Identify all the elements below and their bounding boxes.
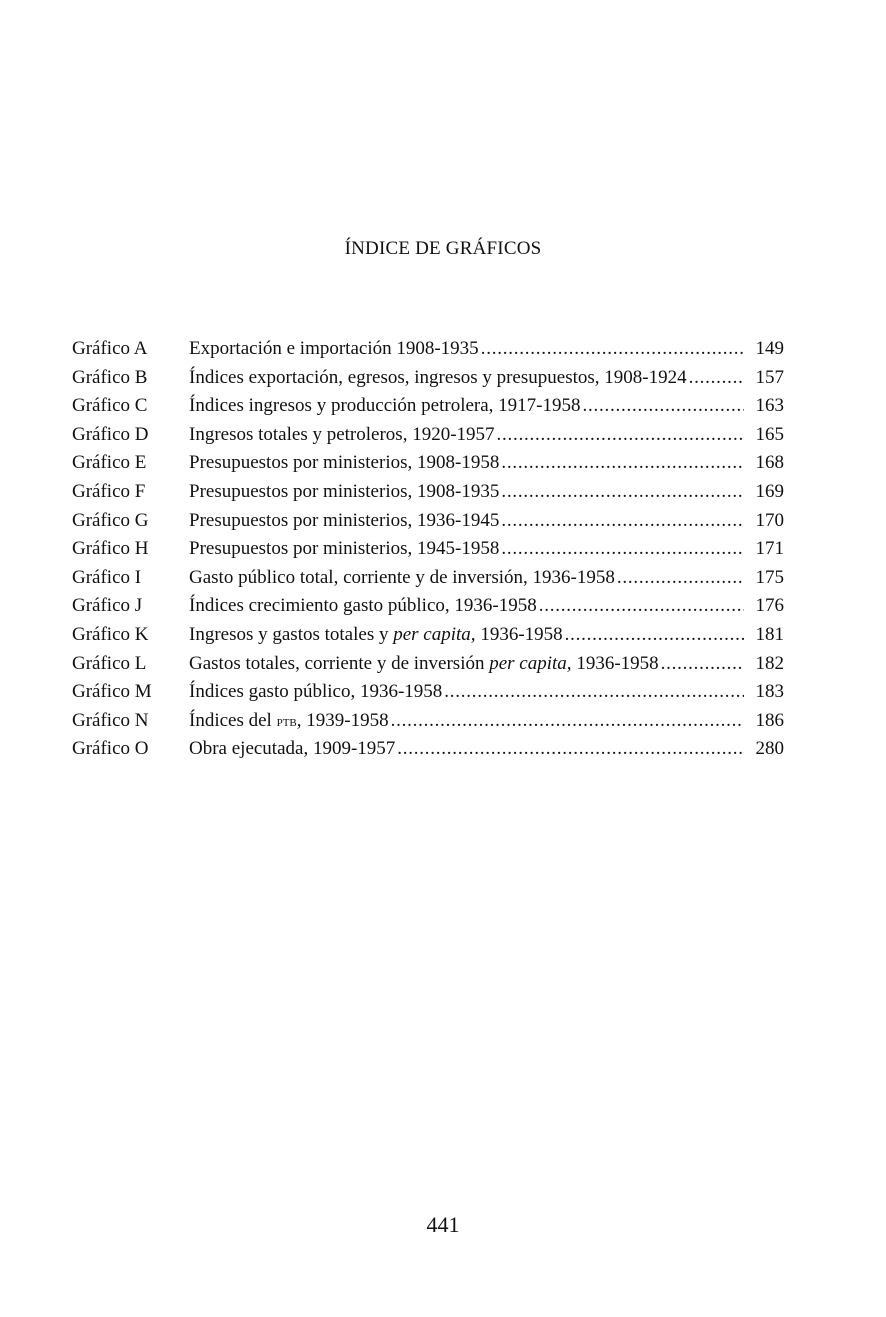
page-title: ÍNDICE DE GRÁFICOS: [344, 238, 542, 259]
toc-page: 175: [755, 566, 784, 588]
toc-page: 182: [755, 652, 784, 674]
toc-page: 149: [755, 338, 784, 359]
toc-page: 280: [755, 738, 784, 760]
toc-title: Índices gasto público, 1936-1958 . . .: [189, 678, 744, 707]
toc-title: Gastos totales, corriente y de inversión per capita, 1936-1958 . . .: [189, 650, 744, 679]
graphics-index-list: [72, 335, 784, 764]
toc-label: Gráfico M: [72, 681, 152, 703]
toc-page: 181: [755, 623, 784, 645]
toc-page: 163: [755, 395, 784, 417]
toc-title: Gasto público total, corriente y de inversión, 1936-1958 . . .: [189, 564, 744, 593]
toc-label: Gráfico F: [72, 480, 146, 502]
toc-page: 170: [755, 509, 784, 531]
toc-title: Presupuestos por ministerios, 1908-1958 . . .: [189, 449, 744, 478]
toc-row-g: [72, 507, 784, 536]
toc-title: Índices del ptb, 1939-1958 . . .: [189, 707, 744, 737]
toc-row-a: [72, 335, 784, 364]
toc-label: Gráfico C: [72, 395, 148, 417]
toc-label: Gráfico G: [72, 509, 149, 531]
toc-label: Gráfico B: [72, 366, 148, 388]
toc-label: Gráfico I: [72, 566, 142, 588]
toc-page: 176: [755, 595, 784, 617]
toc-row-f: [72, 478, 784, 507]
toc-label: Gráfico J: [72, 595, 143, 617]
page-number: 441: [426, 1212, 460, 1237]
toc-label: Gráfico D: [72, 423, 149, 445]
toc-row-d: [72, 421, 784, 450]
toc-page: 168: [755, 452, 784, 474]
toc-row-m: [72, 678, 784, 707]
toc-label: Gráfico O: [72, 738, 149, 760]
toc-row-h: [72, 535, 784, 564]
toc-label: Gráfico E: [72, 452, 147, 474]
toc-label: Gráfico K: [72, 623, 149, 645]
toc-row-b: [72, 364, 784, 393]
toc-page: 169: [755, 480, 784, 502]
toc-title: Exportación e importación 1908-1935 . . .: [189, 335, 744, 364]
toc-page: 157: [755, 366, 784, 388]
toc-label: Gráfico H: [72, 538, 149, 560]
toc-title: Ingresos y gastos totales y per capita, 1936-1958 . . .: [189, 621, 744, 650]
toc-page: 183: [755, 681, 784, 703]
toc-row-e: [72, 449, 784, 478]
toc-page: 186: [755, 709, 784, 731]
toc-row-n: [72, 707, 784, 736]
toc-title: Presupuestos por ministerios, 1945-1958 . . .: [189, 535, 744, 564]
toc-title: Presupuestos por ministerios, 1908-1935 . . .: [189, 478, 744, 507]
toc-label: Gráfico N: [72, 709, 149, 731]
toc-title: Índices ingresos y producción petrolera, 1917-1958 . . .: [189, 392, 744, 421]
toc-label: Gráfico L: [72, 652, 147, 674]
toc-title: Obra ejecutada, 1909-1957 . . .: [189, 735, 744, 764]
toc-row-c: [72, 392, 784, 421]
toc-row-k: [72, 621, 784, 650]
toc-row-i: [72, 564, 784, 593]
toc-row-j: [72, 592, 784, 621]
toc-page: 171: [755, 538, 784, 560]
toc-page: 165: [755, 423, 784, 445]
toc-row-l: [72, 650, 784, 679]
toc-title: Ingresos totales y petroleros, 1920-1957 . . .: [189, 421, 744, 450]
toc-title: Presupuestos por ministerios, 1936-1945 . . .: [189, 507, 744, 536]
toc-title: Índices exportación, egresos, ingresos y presupuestos, 1908-1924 . . .: [189, 364, 744, 393]
toc-label: Gráfico A: [72, 338, 148, 359]
toc-row-o: [72, 735, 784, 764]
toc-title: Índices crecimiento gasto público, 1936-1958 . . .: [189, 592, 744, 621]
